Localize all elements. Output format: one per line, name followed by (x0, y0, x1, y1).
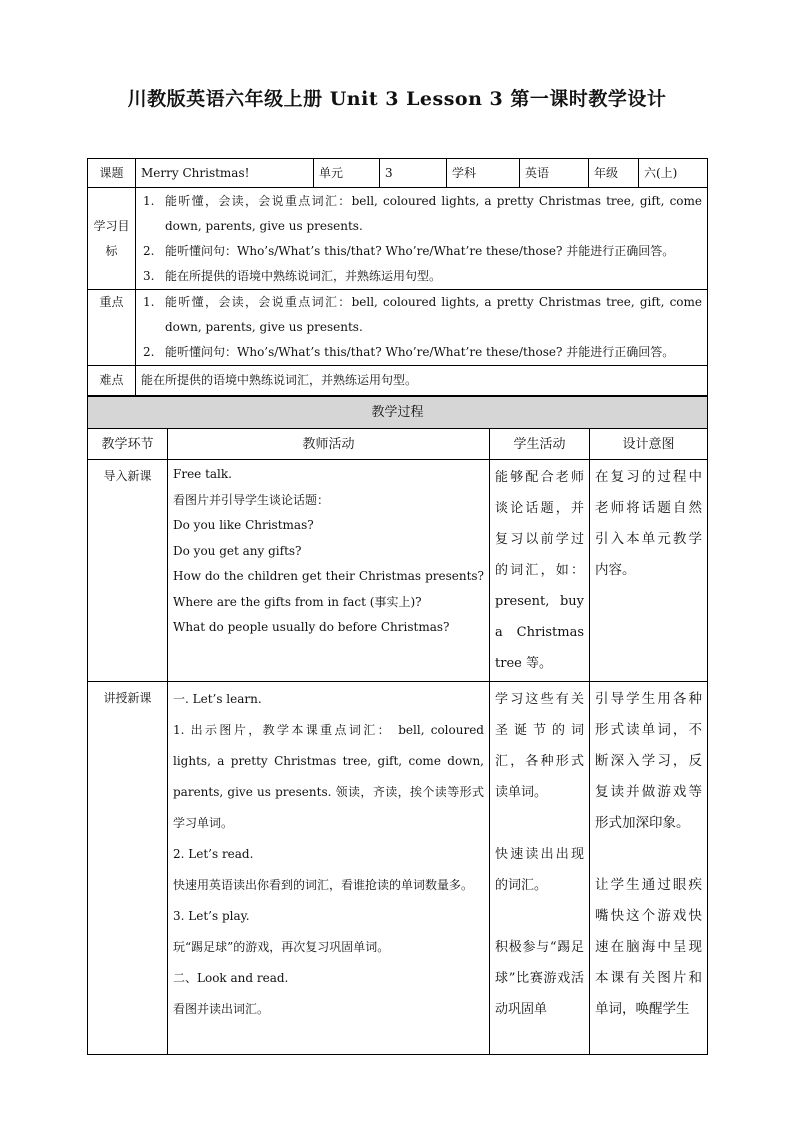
key-item: 1. 能听懂，会读，会说重点词汇：bell, coloured lights, a pretty Christmas tree, gift, come down, parents, give us presents. (143, 295, 702, 334)
student-activity-intro: 能够配合老师谈论话题，并复习以前学过的词汇，如：present, buy a Christmas tree 等。 (490, 460, 590, 682)
teacher-line: Where are the gifts from in fact (事实上)? (173, 594, 422, 609)
teacher-line: 玩“踢足球”的游戏，再次复习巩固单词。 (173, 940, 390, 954)
stage-intro: 导入新课 (88, 460, 168, 682)
goals-cell (136, 188, 708, 290)
student-line: 学习这些有关圣诞节的词汇，各种形式读单词。 (495, 692, 584, 800)
student-line: 积极参与“踢足球”比赛游戏活动巩固单 (495, 940, 584, 1017)
topic-value: Merry Christmas! (136, 159, 314, 188)
teacher-line: 看图并读出词汇。 (173, 1002, 270, 1016)
teacher-line: 看图片并引导学生谈论话题： (173, 492, 330, 507)
header-stage: 教学环节 (88, 429, 168, 460)
teacher-line: 二、Look and read. (173, 971, 289, 985)
difficulty-label: 难点 (88, 366, 136, 396)
subject-label: 学科 (447, 159, 520, 188)
header-student: 学生活动 (490, 429, 590, 460)
key-item: 2. 能听懂问句：Who’s/What’s this/that? Who’re/What’re these/those? 并能进行正确回答。 (143, 345, 675, 359)
goal-item: 1. 能听懂，会读，会说重点词汇：bell, coloured lights, a pretty Christmas tree, gift, come down, parents, give us presents. (143, 194, 702, 233)
student-line: 快速读出出现的词汇。 (495, 847, 584, 893)
teacher-activity-new (168, 682, 490, 1055)
teacher-line: 一. Let’s learn. (173, 692, 262, 706)
unit-label: 单元 (314, 159, 380, 188)
teacher-line: 3. Let’s play. (173, 909, 250, 923)
header-teacher: 教师活动 (168, 429, 490, 460)
course-info-table (87, 158, 708, 396)
teacher-line: 2. Let’s read. (173, 847, 254, 861)
teacher-line: Free talk. (173, 467, 232, 481)
teacher-line: 1. 出示图片，教学本课重点词汇： bell, coloured lights, a pretty Christmas tree, gift, come down, parents, give us presents. 领读，齐读，挨个读等形式学习单词。 (173, 723, 484, 830)
design-intent-intro: 在复习的过程中老师将话题自然引入本单元教学内容。 (590, 460, 708, 682)
key-label: 重点 (88, 290, 136, 366)
goals-label: 学习目标 (88, 188, 136, 290)
page-title: 川教版英语六年级上册 Unit 3 Lesson 3 第一课时教学设计 (127, 88, 667, 110)
teacher-line: Do you get any gifts? (173, 543, 302, 558)
unit-value: 3 (380, 159, 447, 188)
student-activity-new (490, 682, 590, 1055)
design-intent-new (590, 682, 708, 1055)
intent-line: 引导学生用各种形式读单词，不断深入学习，反复读并做游戏等形式加深印象。 (595, 691, 703, 831)
teacher-activity-intro (168, 460, 490, 682)
teaching-process-table (87, 396, 708, 1055)
topic-label: 课题 (88, 159, 136, 188)
process-banner: 教学过程 (88, 397, 708, 429)
key-cell (136, 290, 708, 366)
teacher-line: How do the children get their Christmas presents? (173, 569, 484, 583)
teacher-line: 快速用英语读出你看到的词汇，看谁抢读的单词数量多。 (173, 878, 474, 892)
teacher-line: Do you like Christmas? (173, 518, 314, 532)
difficulty-text: 能在所提供的语境中熟练说词汇，并熟练运用句型。 (136, 366, 708, 396)
goal-item: 3. 能在所提供的语境中熟练说词汇，并熟练运用句型。 (143, 269, 442, 283)
teacher-line: What do people usually do before Christmas? (173, 620, 450, 634)
subject-value: 英语 (520, 159, 589, 188)
grade-label: 年级 (589, 159, 639, 188)
intent-line: 让学生通过眼疾嘴快这个游戏快速在脑海中呈现本课有关图片和单词，唤醒学生 (595, 877, 703, 1017)
stage-new-lesson: 讲授新课 (88, 682, 168, 1055)
header-intent: 设计意图 (590, 429, 708, 460)
goal-item: 2. 能听懂问句：Who’s/What’s this/that? Who’re/What’re these/those? 并能进行正确回答。 (143, 244, 675, 258)
grade-value: 六(上) (639, 159, 708, 188)
